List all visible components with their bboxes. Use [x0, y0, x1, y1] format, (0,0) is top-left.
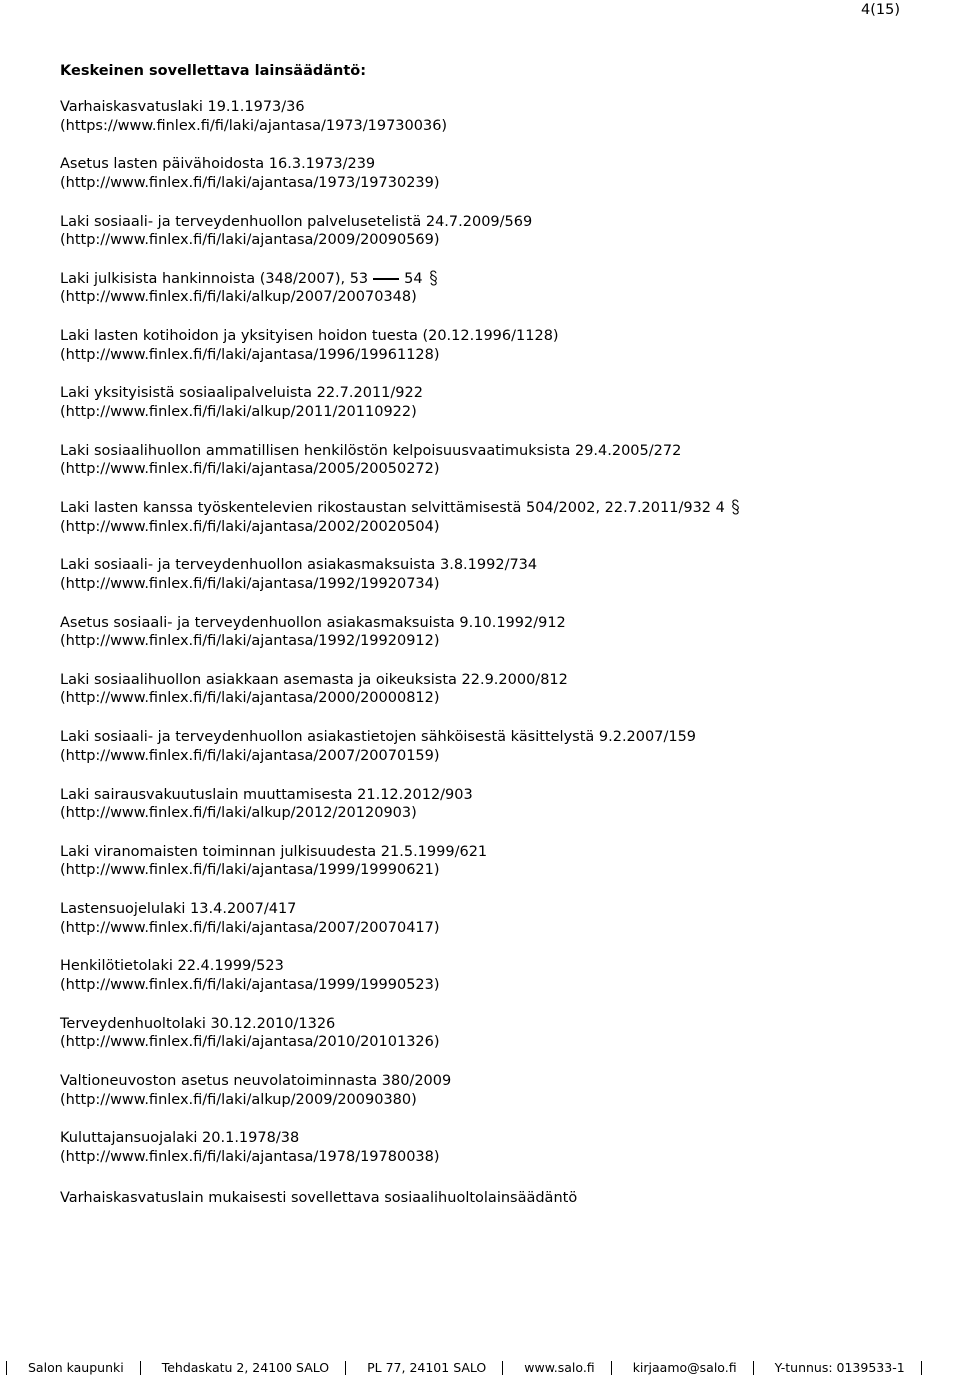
- law-title: Laki lasten kotihoidon ja yksityisen hoidon tuesta (20.12.1996/1128): [60, 328, 559, 345]
- list-item: [60, 270, 920, 327]
- law-url: (http://www.finlex.fi/fi/laki/alkup/2009/20090380): [60, 1091, 417, 1108]
- list-item: [60, 786, 920, 843]
- list-item: [60, 1072, 920, 1129]
- law-title: Laki sosiaali- ja terveydenhuollon palvelusetelistä 24.7.2009/569: [60, 213, 533, 230]
- law-title: Laki viranomaisten toiminnan julkisuudesta 21.5.1999/621: [60, 843, 488, 860]
- law-url: (http://www.finlex.fi/fi/laki/alkup/2012/20120903): [60, 805, 417, 822]
- law-title: [60, 499, 920, 518]
- law-title: Laki sosiaali- ja terveydenhuollon asiakasmaksuista 3.8.1992/734: [60, 557, 538, 574]
- law-url: (http://www.finlex.fi/fi/laki/ajantasa/2009/20090569): [60, 232, 440, 249]
- list-item: [60, 155, 920, 212]
- list-item: [60, 1129, 920, 1186]
- law-title: Laki sairausvakuutuslain muuttamisesta 21.12.2012/903: [60, 786, 473, 803]
- law-title: Laki sosiaalihuollon asiakkaan asemasta ja oikeuksista 22.9.2000/812: [60, 671, 568, 688]
- list-item: [60, 614, 920, 671]
- law-title: Laki sosiaali- ja terveydenhuollon asiakastietojen sähköisestä käsittelystä 9.2.2007/159: [60, 729, 697, 746]
- list-item: [60, 327, 920, 384]
- dash-icon: [373, 278, 399, 280]
- law-url: (http://www.finlex.fi/fi/laki/ajantasa/1978/19780038): [60, 1148, 440, 1165]
- law-title: Varhaiskasvatuslaki 19.1.1973/36: [60, 99, 305, 115]
- law-title: [60, 270, 920, 289]
- law-url: (http://www.finlex.fi/fi/laki/ajantasa/1973/19730239): [60, 174, 440, 191]
- law-url: (http://www.finlex.fi/fi/laki/ajantasa/1999/19990523): [60, 976, 440, 993]
- law-url: (https://www.finlex.fi/fi/laki/ajantasa/1973/19730036): [60, 117, 448, 134]
- law-title: Asetus lasten päivähoidosta 16.3.1973/239: [60, 156, 376, 173]
- law-title: Henkilötietolaki 22.4.1999/523: [60, 958, 284, 975]
- footer-divider: [140, 1361, 141, 1375]
- list-item: [60, 843, 920, 900]
- law-url: (http://www.finlex.fi/fi/laki/ajantasa/2005/20050272): [60, 461, 440, 478]
- law-url: (http://www.finlex.fi/fi/laki/ajantasa/2007/20070417): [60, 919, 440, 936]
- list-item: [60, 671, 920, 728]
- list-item: [60, 442, 920, 499]
- law-url: (http://www.finlex.fi/fi/laki/ajantasa/2010/20101326): [60, 1034, 440, 1051]
- page-heading: Keskeinen sovellettava lainsäädäntö:: [60, 63, 367, 79]
- footer-divider: [921, 1361, 922, 1375]
- legislation-list: [60, 98, 920, 1187]
- law-title-part: 54: [404, 270, 423, 287]
- list-item: [60, 900, 920, 957]
- closing-line: Varhaiskasvatuslain mukaisesti sovellettava sosiaalihuoltolainsäädäntö: [60, 1190, 578, 1206]
- page-footer: [0, 1358, 960, 1378]
- list-item: [60, 1015, 920, 1072]
- list-item: [60, 384, 920, 441]
- footer-divider: [611, 1361, 612, 1375]
- footer-email: kirjaamo@salo.fi: [632, 1360, 737, 1375]
- law-url: (http://www.finlex.fi/fi/laki/ajantasa/1996/19961128): [60, 346, 440, 363]
- footer-divider: [753, 1361, 754, 1375]
- footer-city: Salon kaupunki: [28, 1360, 124, 1375]
- law-url: (http://www.finlex.fi/fi/laki/ajantasa/2007/20070159): [60, 747, 440, 764]
- law-title: Laki yksityisistä sosiaalipalveluista 22.7.2011/922: [60, 385, 423, 402]
- section-sign-icon: [731, 499, 740, 515]
- law-title: Valtioneuvoston asetus neuvolatoiminnasta 380/2009: [60, 1073, 452, 1090]
- footer-street-address: Tehdaskatu 2, 24100 SALO: [161, 1360, 330, 1375]
- section-sign-icon: [429, 270, 438, 286]
- law-url: (http://www.finlex.fi/fi/laki/alkup/2011/20110922): [60, 403, 417, 420]
- footer-divider: [345, 1361, 346, 1375]
- law-url: (http://www.finlex.fi/fi/laki/ajantasa/2002/20020504): [60, 518, 440, 535]
- law-title: Asetus sosiaali- ja terveydenhuollon asiakasmaksuista 9.10.1992/912: [60, 614, 566, 631]
- footer-business-id: Y-tunnus: 0139533-1: [774, 1360, 905, 1375]
- law-title-text: Laki lasten kanssa työskentelevien rikostaustan selvittämisestä 504/2002, 22.7.2011/932 4: [60, 500, 725, 517]
- law-url: (http://www.finlex.fi/fi/laki/ajantasa/2000/20000812): [60, 690, 440, 707]
- footer-divider: [502, 1361, 503, 1375]
- footer-website: www.salo.fi: [524, 1360, 595, 1375]
- list-item: [60, 556, 920, 613]
- law-title: Laki sosiaalihuollon ammatillisen henkilöstön kelpoisuusvaatimuksista 29.4.2005/272: [60, 442, 682, 459]
- footer-postal-address: PL 77, 24101 SALO: [367, 1360, 487, 1375]
- list-item: [60, 957, 920, 1014]
- law-title: Lastensuojelulaki 13.4.2007/417: [60, 901, 297, 918]
- list-item: [60, 499, 920, 556]
- law-url: (http://www.finlex.fi/fi/laki/ajantasa/1992/19920734): [60, 575, 440, 592]
- law-url: (http://www.finlex.fi/fi/laki/ajantasa/1992/19920912): [60, 633, 440, 650]
- list-item: [60, 98, 920, 155]
- law-url: (http://www.finlex.fi/fi/laki/ajantasa/1999/19990621): [60, 862, 440, 879]
- law-title-part: Laki julkisista hankinnoista (348/2007), 53: [60, 270, 369, 287]
- law-title: Terveydenhuoltolaki 30.12.2010/1326: [60, 1015, 336, 1032]
- law-title: Kuluttajansuojalaki 20.1.1978/38: [60, 1130, 300, 1147]
- law-url: (http://www.finlex.fi/fi/laki/alkup/2007/20070348): [60, 289, 417, 306]
- footer-divider: [6, 1361, 7, 1375]
- list-item: [60, 213, 920, 270]
- list-item: [60, 728, 920, 785]
- page-number: 4(15): [861, 2, 900, 18]
